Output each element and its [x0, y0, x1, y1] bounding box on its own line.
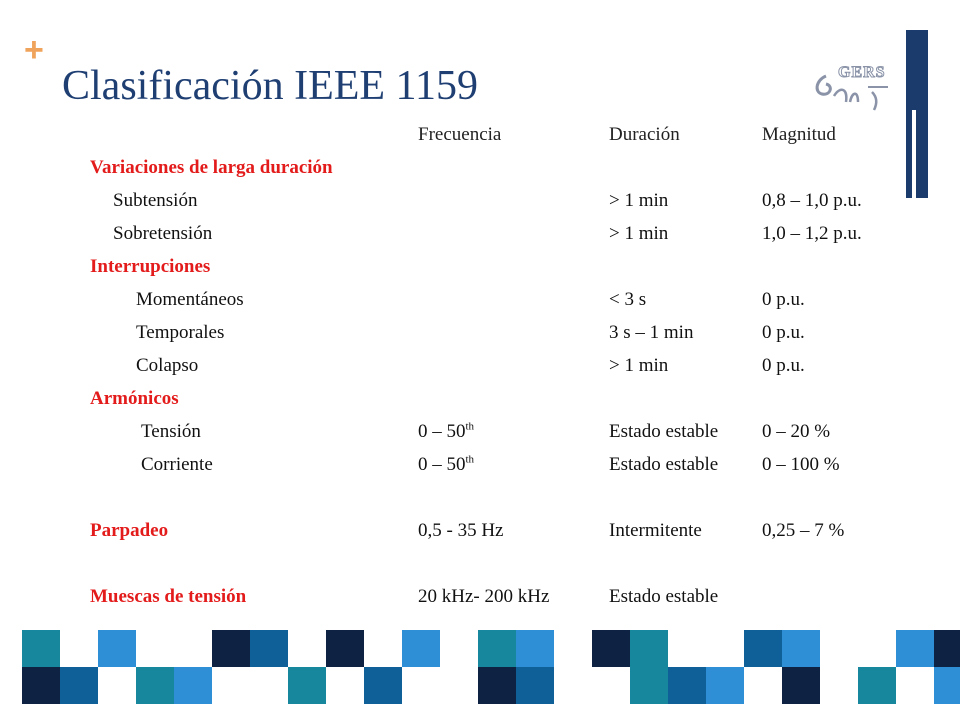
category-muescas: Muescas de tensión [90, 586, 247, 607]
row-tension-frecuencia-value: 0 – 50 [418, 421, 466, 442]
decorative-tile [782, 667, 820, 704]
row-parpadeo-magnitud: 0,25 – 7 % [762, 520, 845, 541]
decorative-tile [250, 630, 288, 667]
row-corriente-label: Corriente [141, 454, 213, 475]
decorative-tile [630, 630, 668, 667]
decorative-tile [706, 667, 744, 704]
row-tension-frecuencia-sup: th [465, 420, 475, 433]
decorative-tile [364, 667, 402, 704]
row-sobretension-label: Sobretensión [113, 223, 213, 244]
row-temporales-label: Temporales [136, 322, 225, 343]
category-larga-duracion: Variaciones de larga duración [90, 157, 333, 178]
row-tension-label: Tensión [141, 421, 201, 442]
decorative-tile [934, 630, 960, 667]
row-momentaneos-magnitud: 0 p.u. [762, 289, 805, 310]
row-subtension-duracion: > 1 min [609, 190, 669, 211]
decorative-tile [98, 630, 136, 667]
header-magnitud: Magnitud [762, 124, 836, 145]
row-colapso-magnitud: 0 p.u. [762, 355, 805, 376]
row-subtension-label: Subtensión [113, 190, 198, 211]
category-interrupciones: Interrupciones [90, 256, 211, 277]
row-parpadeo-frecuencia: 0,5 - 35 Hz [418, 520, 504, 541]
row-corriente-magnitud: 0 – 100 % [762, 454, 840, 475]
decorative-tile [212, 630, 250, 667]
row-sobretension-duracion: > 1 min [609, 223, 669, 244]
header-duracion: Duración [609, 124, 680, 145]
gers-logo-text: GERS [838, 64, 886, 81]
decorative-tile [934, 667, 960, 704]
decorative-tile [516, 667, 554, 704]
decorative-tile-band [0, 626, 960, 720]
decorative-tile [326, 630, 364, 667]
row-momentaneos-label: Momentáneos [136, 289, 244, 310]
row-tension-duracion: Estado estable [609, 421, 719, 442]
category-parpadeo: Parpadeo [90, 520, 169, 541]
decorative-tile [22, 667, 60, 704]
header-frecuencia: Frecuencia [418, 124, 502, 145]
row-muescas-frecuencia: 20 kHz- 200 kHz [418, 586, 550, 607]
decorative-tile [516, 630, 554, 667]
row-corriente-duracion: Estado estable [609, 454, 719, 475]
decorative-tile [478, 667, 516, 704]
decorative-tile [288, 667, 326, 704]
row-momentaneos-duracion: < 3 s [609, 289, 647, 310]
row-tension-magnitud: 0 – 20 % [762, 421, 831, 442]
decorative-tile [478, 630, 516, 667]
decorative-tile [402, 630, 440, 667]
decorative-tile [744, 630, 782, 667]
decorative-tile [630, 667, 668, 704]
decorative-tile [174, 667, 212, 704]
decorative-tile [60, 667, 98, 704]
row-corriente-frecuencia [418, 453, 474, 477]
row-colapso-label: Colapso [136, 355, 199, 376]
row-temporales-duracion: 3 s – 1 min [609, 322, 694, 343]
decorative-tile [136, 667, 174, 704]
row-corriente-frecuencia-value: 0 – 50 [418, 454, 466, 475]
row-muescas-duracion: Estado estable [609, 586, 719, 607]
row-colapso-duracion: > 1 min [609, 355, 669, 376]
row-parpadeo-duracion: Intermitente [609, 520, 702, 541]
plus-mark: + [24, 31, 44, 69]
row-subtension-magnitud: 0,8 – 1,0 p.u. [762, 190, 862, 211]
slide-title: Clasificación IEEE 1159 [62, 63, 478, 109]
row-tension-frecuencia [418, 420, 474, 444]
decorative-tile [858, 667, 896, 704]
row-temporales-magnitud: 0 p.u. [762, 322, 805, 343]
category-armonicos: Armónicos [90, 388, 179, 409]
decorative-tile [22, 630, 60, 667]
decorative-tile [782, 630, 820, 667]
row-corriente-frecuencia-sup: th [465, 453, 475, 466]
row-sobretension-magnitud: 1,0 – 1,2 p.u. [762, 223, 862, 244]
decorative-tile [668, 667, 706, 704]
decorative-tile [592, 630, 630, 667]
decorative-tile [896, 630, 934, 667]
